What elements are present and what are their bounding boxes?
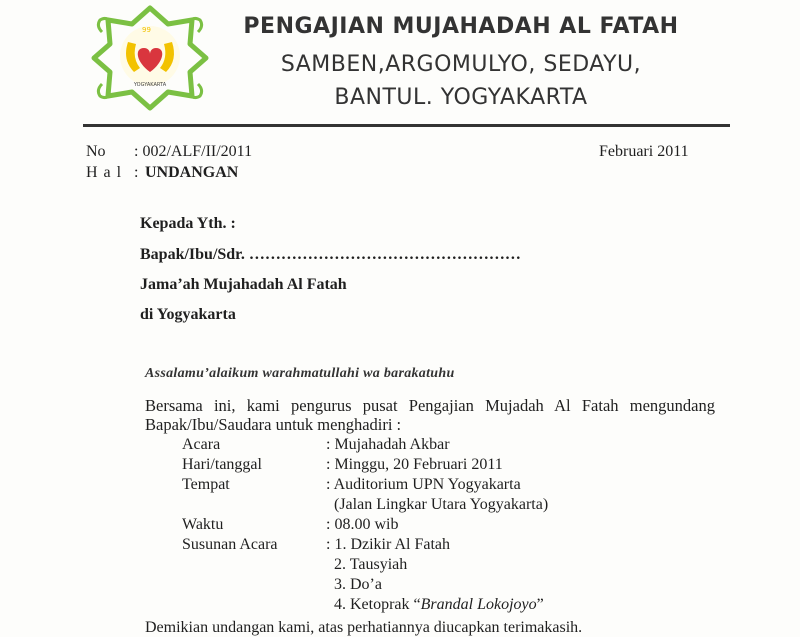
- detail-value-prefix: 4. Ketoprak “: [334, 596, 421, 613]
- detail-label: Hari/tanggal: [182, 456, 262, 473]
- detail-label: Susunan Acara: [182, 536, 278, 553]
- intro-line2: Bapak/Ibu/Saudara untuk menghadiri :: [145, 415, 402, 434]
- detail-value: 2. Tausyiah: [334, 556, 408, 573]
- organization-address-line1: SAMBEN,ARGOMULYO, SEDAYU,: [280, 52, 642, 77]
- detail-value: : Mujahadah Akbar: [326, 436, 450, 453]
- subject-label: H a l: [86, 164, 123, 181]
- organization-name: PENGAJIAN MUJAHADAH AL FATAH: [243, 14, 679, 39]
- letter-number-label: No: [86, 143, 106, 160]
- subject-value: UNDANGAN: [145, 164, 239, 181]
- detail-label: Waktu: [182, 516, 224, 533]
- organization-address-line2: BANTUL. YOGYAKARTA: [334, 85, 588, 110]
- detail-label: Tempat: [182, 476, 230, 493]
- detail-value: : 1. Dzikir Al Fatah: [326, 536, 450, 553]
- svg-text:99: 99: [142, 26, 151, 34]
- subject-separator: :: [134, 164, 139, 181]
- detail-value: : Auditorium UPN Yogyakarta: [326, 476, 521, 493]
- detail-value: (Jalan Lingkar Utara Yogyakarta): [334, 496, 549, 513]
- detail-value: [334, 596, 544, 614]
- recipient-name-line: Bapak/Ibu/Sdr. ……………………………………………: [140, 246, 521, 263]
- closing-paragraph: Demikian undangan kami, atas perhatiannya diucapkan terimakasih.: [145, 619, 583, 636]
- recipient-group: Jama’ah Mujahadah Al Fatah: [140, 276, 347, 293]
- intro-line1: Bersama ini, kami pengurus pusat Pengajian Mujadah Al Fatah mengundang: [145, 396, 715, 415]
- detail-label: Acara: [182, 436, 221, 453]
- greeting: Assalamu’alaikum warahmatullahi wa barakatuhu: [145, 366, 455, 381]
- letter-date: Februari 2011: [599, 143, 689, 160]
- detail-value: : 08.00 wib: [326, 516, 399, 533]
- letter-number-value: : 002/ALF/II/2011: [134, 143, 253, 160]
- recipient-location: di Yogyakarta: [140, 306, 236, 323]
- recipient-salutation: Kepada Yth. :: [140, 215, 236, 232]
- letterhead-divider: [83, 124, 730, 127]
- detail-value-italic: Brandal Lokojoyo: [420, 596, 537, 613]
- detail-value-suffix: ”: [536, 596, 544, 613]
- detail-value: 3. Do’a: [334, 576, 382, 593]
- organization-logo: [88, 2, 212, 114]
- intro-paragraph: [145, 396, 715, 434]
- detail-value: : Minggu, 20 Februari 2011: [326, 456, 503, 473]
- logo-caption: YOGYAKARTA: [133, 82, 167, 88]
